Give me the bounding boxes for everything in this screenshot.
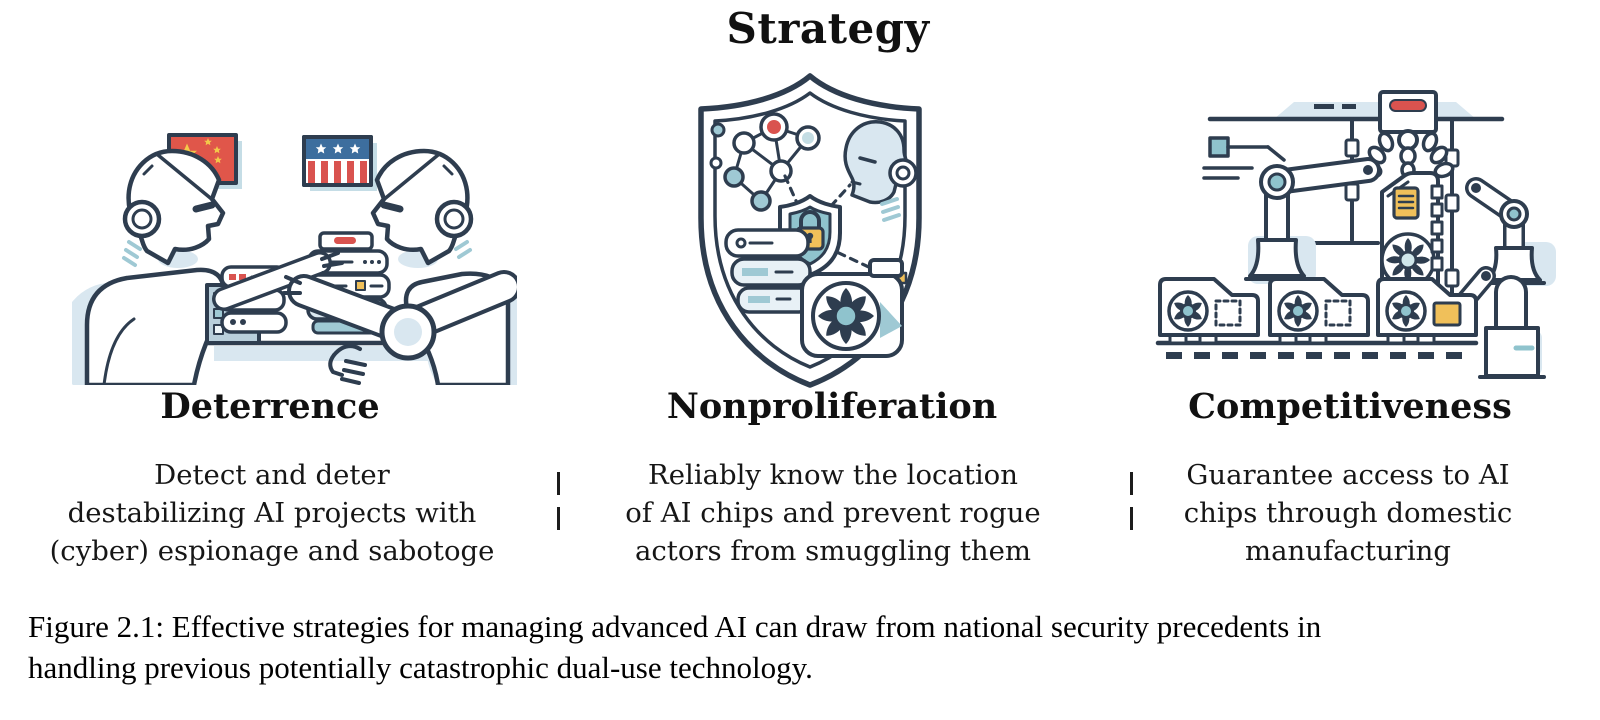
heading-competitiveness: Competitiveness (1188, 386, 1512, 427)
heading-nonproliferation: Nonproliferation (666, 386, 998, 427)
column-divider-right (1130, 472, 1133, 542)
server-stack-icon (726, 230, 810, 312)
right-robot-head (373, 151, 471, 268)
description-competitiveness (1184, 456, 1512, 570)
conveyor-gpu-3 (1378, 279, 1476, 343)
description-line: of AI chips and prevent rogue (625, 497, 1041, 529)
description-line: chips through domestic (1183, 497, 1513, 529)
description-line: manufacturing (1245, 535, 1451, 567)
description-line: Guarantee access to AI (1186, 459, 1510, 491)
description-line: Detect and deter (154, 459, 390, 491)
description-nonproliferation (625, 456, 1040, 570)
column-divider-left (557, 472, 560, 542)
description-line: (cyber) espionage and sabotoge (49, 535, 495, 567)
gpu-fan-icon (802, 260, 902, 356)
heading-deterrence: Deterrence (160, 386, 380, 427)
nonproliferation-shield-illustration (684, 70, 936, 392)
caption-line-2: handling previous potentially catastrophic dual-use technology. (28, 650, 813, 685)
description-deterrence (50, 456, 495, 570)
figure-title: Strategy (726, 4, 930, 53)
description-line: Reliably know the location (648, 459, 1018, 491)
competitiveness-factory-illustration (1146, 80, 1558, 397)
us-flag-icon (304, 137, 371, 185)
left-robot-head (124, 151, 223, 268)
figure-caption (28, 606, 1593, 688)
conveyor-gpu-2 (1270, 279, 1368, 343)
description-line: destabilizing AI projects with (67, 497, 477, 529)
conveyor-gpu-1 (1160, 279, 1258, 343)
deterrence-robots-illustration (72, 93, 517, 385)
description-line: actors from smuggling them (635, 535, 1031, 567)
caption-line-1: Figure 2.1: Effective strategies for managing advanced AI can draw from national security precedents in (28, 609, 1322, 644)
